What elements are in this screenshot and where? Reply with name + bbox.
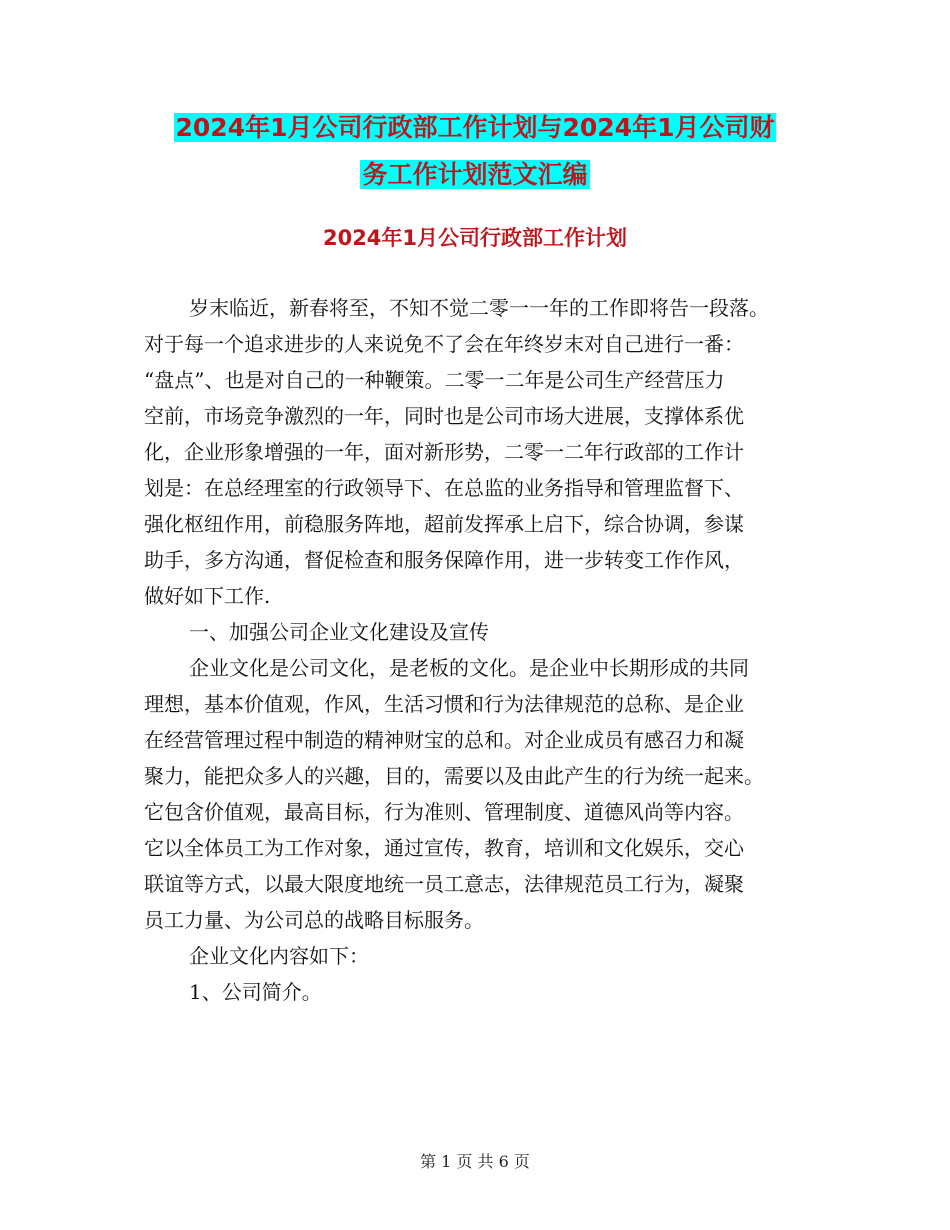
body-line: 企业文化是公司文化，是老板的文化。是企业中长期形成的共同 [189, 656, 749, 680]
body-line: 做好如下工作. [144, 584, 271, 608]
body-line: 强化枢纽作用，前稳服务阵地，超前发挥承上启下，综合协调，参谋 [144, 512, 744, 536]
body-line: 员工力量、为公司总的战略目标服务。 [144, 908, 484, 932]
document-title-line-1: 2024年1月公司行政部工作计划与2024年1月公司财 [175, 113, 775, 142]
section-title: 2024年1月公司行政部工作计划 [322, 226, 628, 250]
body-line: “盘点”、也是对自己的一种鞭策。二零一二年是公司生产经营压力 [144, 368, 725, 392]
body-line: 化，企业形象增强的一年，面对新形势，二零一二年行政部的工作计 [144, 440, 744, 464]
body-line: 它包含价值观，最高目标，行为准则、管理制度、道德风尚等内容。 [144, 800, 744, 824]
body-line: 对于每一个追求进步的人来说免不了会在年终岁末对自己进行一番： [144, 332, 744, 356]
body-line: 它以全体员工为工作对象，通过宣传，教育，培训和文化娱乐，交心 [144, 836, 744, 860]
body-line: 在经营管理过程中制造的精神财宝的总和。对企业成员有感召力和凝 [144, 728, 744, 752]
body-line: 划是：在总经理室的行政领导下、在总监的业务指导和管理监督下、 [144, 476, 744, 500]
section-heading: 一、加强公司企业文化建设及宣传 [189, 620, 489, 644]
body-line: 理想，基本价值观，作风，生活习惯和行为法律规范的总称、是企业 [144, 692, 744, 716]
body-line: 联谊等方式，以最大限度地统一员工意志，法律规范员工行为，凝聚 [144, 872, 744, 896]
page-number-footer: 第 1 页 共 6 页 [420, 1152, 530, 1171]
list-item: 1、公司简介。 [189, 980, 322, 1004]
body-line: 岁末临近，新春将至，不知不觉二零一一年的工作即将告一段落。 [189, 296, 769, 320]
body-line: 聚力，能把众多人的兴趣，目的，需要以及由此产生的行为统一起来。 [144, 764, 764, 788]
document-title-line-2: 务工作计划范文汇编 [362, 160, 588, 189]
body-line: 企业文化内容如下： [189, 944, 369, 968]
body-line: 助手，多方沟通，督促检查和服务保障作用，进一步转变工作作风， [144, 548, 744, 572]
body-line: 空前，市场竞争激烈的一年，同时也是公司市场大进展，支撑体系优 [144, 404, 744, 428]
